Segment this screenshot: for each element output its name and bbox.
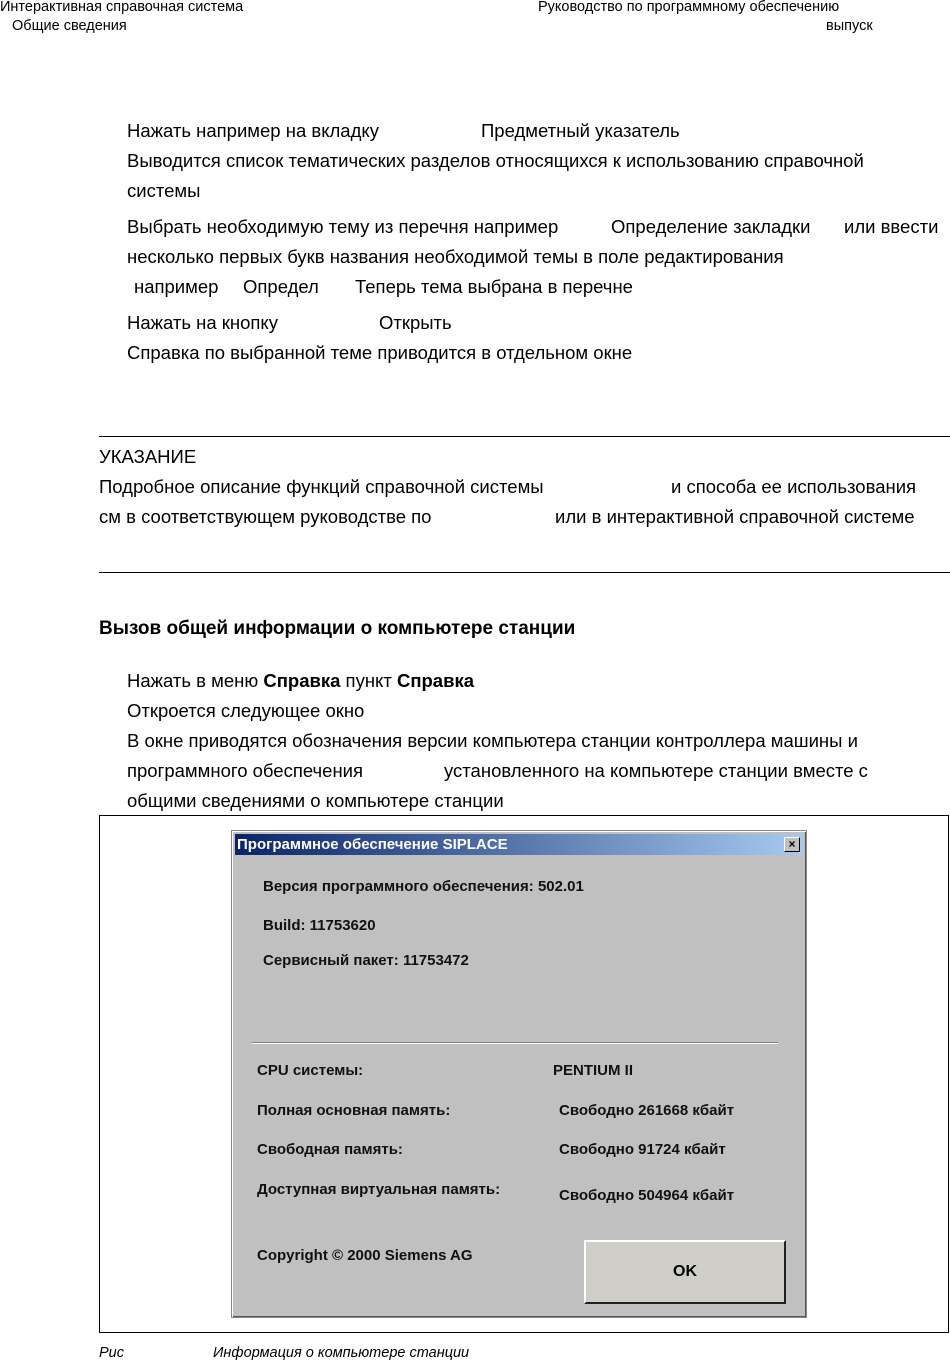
step-text: Нажать на кнопку (127, 312, 278, 333)
note-top-rule (99, 436, 950, 437)
step-text: например (134, 276, 219, 297)
note-text: или в интерактивной справочной системе (555, 506, 915, 527)
info-value: Свободно 504964 кбайт (559, 1187, 735, 1204)
figure-caption: Информация о компьютере станции (213, 1345, 470, 1361)
software-version: Версия программного обеспечения: 502.01 (263, 878, 584, 895)
header-right-title: Руководство по программному обеспечению (538, 0, 840, 15)
figure-caption-prefix: Рис (99, 1345, 124, 1361)
step-text: Выбрать необходимую тему из перечня например (127, 216, 559, 237)
step-text: Нажать в меню Справка пункт Справка (127, 670, 475, 691)
info-value: Свободно 91724 кбайт (559, 1141, 726, 1158)
step-text: Определение закладки (611, 216, 811, 237)
step-text: Выводится список тематических разделов относящихся к использованию справочной (127, 150, 864, 171)
step-text: установленного на компьютере станции вместе с (444, 760, 868, 781)
step-text: несколько первых букв названия необходимой темы в поле редактирования (127, 246, 784, 267)
step-text: Нажать например на вкладку (127, 120, 379, 141)
step-text: системы (127, 180, 201, 201)
note-title: УКАЗАНИЕ (99, 446, 197, 467)
step-text: программного обеспечения (127, 760, 364, 781)
dialog-separator (252, 1042, 778, 1044)
about-dialog (231, 830, 807, 1318)
header-left-title: Интерактивная справочная система (0, 0, 244, 15)
info-value: PENTIUM II (553, 1062, 634, 1079)
step-text: Определ (243, 276, 319, 297)
step-text: Открыть (379, 312, 452, 333)
info-label: Полная основная память: (257, 1102, 451, 1119)
copyright: Copyright © 2000 Siemens AG (257, 1247, 473, 1264)
info-label: Свободная память: (257, 1141, 403, 1158)
close-icon[interactable]: × (784, 837, 800, 852)
step-text: Откроется следующее окно (127, 700, 365, 721)
step-text: Предметный указатель (481, 120, 680, 141)
note-text: и способа ее использования (671, 476, 917, 497)
step-text: Справка по выбранной теме приводится в отдельном окне (127, 342, 633, 363)
info-label: Доступная виртуальная память: (257, 1181, 501, 1198)
ok-button[interactable]: OK (584, 1240, 786, 1304)
step-text: общими сведениями о компьютере станции (127, 790, 504, 811)
header-right-subtitle: выпуск (826, 18, 873, 34)
service-pack: Сервисный пакет: 11753472 (263, 952, 469, 969)
info-label: CPU системы: (257, 1062, 364, 1079)
step-text: В окне приводятся обозначения версии компьютера станции контроллера машины и (127, 730, 858, 751)
step-text: или ввести (844, 216, 939, 237)
build-number: Build: 11753620 (263, 917, 376, 934)
section-heading: Вызов общей информации о компьютере станции (99, 618, 576, 639)
step-text: Теперь тема выбрана в перечне (355, 276, 633, 297)
dialog-title: Программное обеспечение SIPLACE (237, 836, 508, 853)
info-value: Свободно 261668 кбайт (559, 1102, 735, 1119)
dialog-title-bar (235, 834, 803, 855)
note-text: см в соответствующем руководстве по (99, 506, 432, 527)
header-left-subtitle: Общие сведения (12, 18, 127, 34)
note-bottom-rule (99, 572, 950, 573)
note-text: Подробное описание функций справочной системы (99, 476, 544, 497)
